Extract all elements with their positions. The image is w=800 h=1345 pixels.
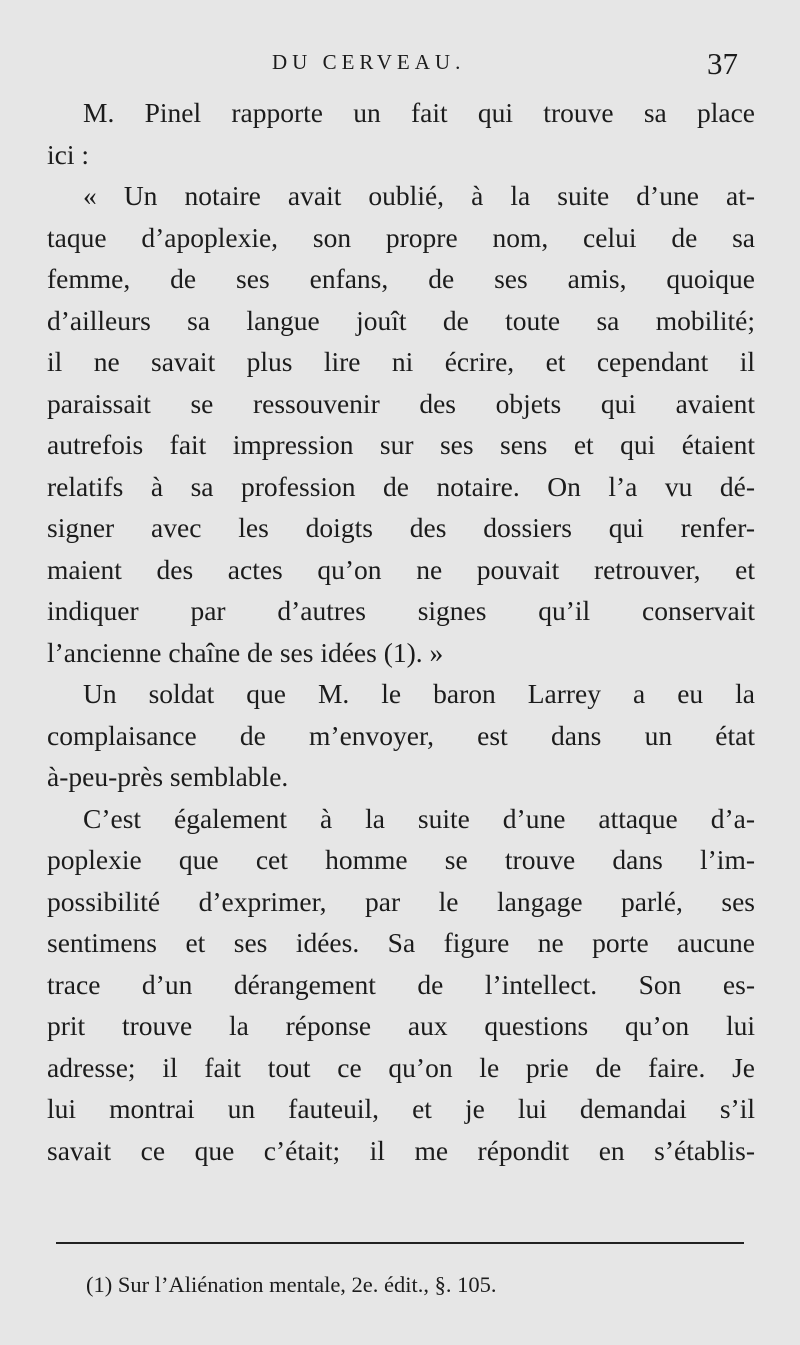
text-line: adresse; il fait tout ce qu’on le prie de faire. Je xyxy=(47,1051,755,1083)
text-line: possibilité d’exprimer, par le langage parlé, ses xyxy=(47,885,755,917)
text-line: paraissait se ressouvenir des objets qui avaient xyxy=(47,387,755,419)
text-line: femme, de ses enfans, de ses amis, quoique xyxy=(47,263,755,294)
text-line: « Un notaire avait oublié, à la suite d’une at- xyxy=(83,180,755,211)
text-line: à-peu-près semblable. xyxy=(47,761,289,792)
text-line: indiquer par d’autres signes qu’il conservait xyxy=(47,595,755,626)
text-line: Un soldat que M. le baron Larrey a eu la xyxy=(83,678,755,709)
text-line: signer avec les doigts des dossiers qui renfer- xyxy=(47,512,755,543)
body-text xyxy=(47,92,755,1171)
text-line: C’est également à la suite d’une attaque d’a- xyxy=(83,802,755,834)
text-line: trace d’un dérangement de l’intellect. Son es- xyxy=(47,968,755,1000)
text-line: savait ce que c’était; il me répondit en s’établis- xyxy=(47,1134,755,1166)
running-title: DU CERVEAU. xyxy=(272,50,466,74)
text-line: complaisance de m’envoyer, est dans un état xyxy=(47,719,755,751)
running-head xyxy=(0,48,800,88)
text-line: il ne savait plus lire ni écrire, et cependant il xyxy=(47,346,755,377)
text-line: autrefois fait impression sur ses sens et qui étaient xyxy=(47,429,755,460)
text-line: l’ancienne chaîne de ses idées (1). » xyxy=(47,636,444,668)
text-line: M. Pinel rapporte un fait qui trouve sa place xyxy=(83,97,755,128)
text-line: lui montrai un fauteuil, et je lui demandai s’il xyxy=(47,1093,755,1124)
text-line: taque d’apoplexie, son propre nom, celui de sa xyxy=(47,221,755,253)
text-line: poplexie que cet homme se trouve dans l’im- xyxy=(47,844,755,875)
text-line: d’ailleurs sa langue jouît de toute sa mobilité; xyxy=(47,304,755,336)
text-line: prit trouve la réponse aux questions qu’on lui xyxy=(47,1010,755,1041)
text-line: relatifs à sa profession de notaire. On l’a vu dé- xyxy=(47,470,755,502)
text-line: maient des actes qu’on ne pouvait retrouver, et xyxy=(47,553,755,585)
text-line: sentimens et ses idées. Sa figure ne porte aucune xyxy=(47,927,755,958)
footnote-rule xyxy=(56,1242,744,1244)
text-line: ici : xyxy=(47,138,90,170)
footnote: (1) Sur l’Aliénation mentale, 2e. édit., §. 105. xyxy=(86,1272,497,1297)
page-number: 37 xyxy=(707,46,738,81)
